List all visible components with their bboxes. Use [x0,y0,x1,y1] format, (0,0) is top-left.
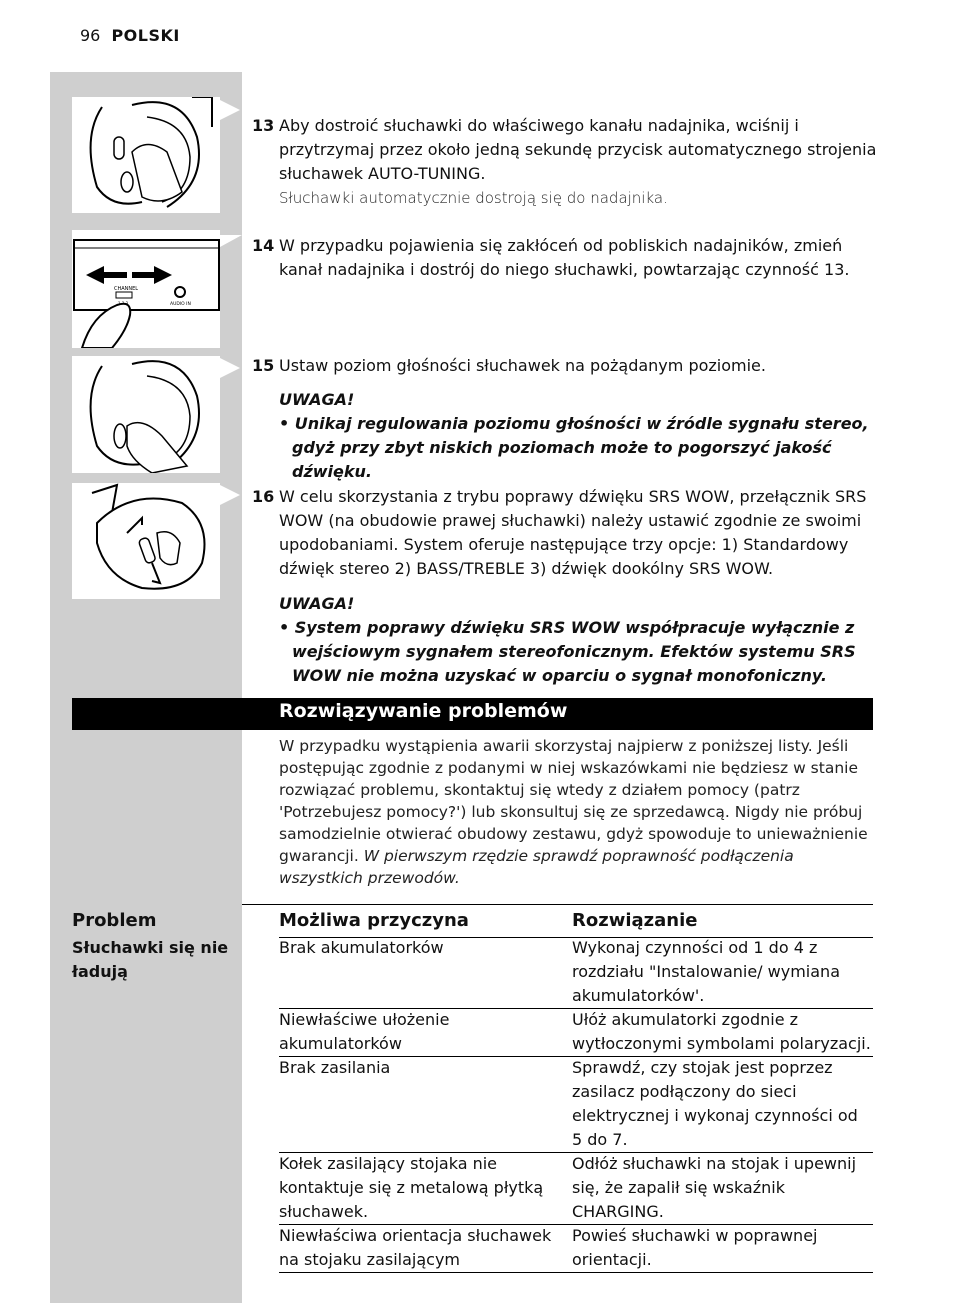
headphone-srs-icon [72,483,220,599]
page-header [80,26,180,45]
column-header-solution: Rozwiązanie [572,910,698,931]
illustration-auto-tuning [72,97,220,213]
problem-cell: Słuchawki się nie ładują [72,938,229,981]
cause-cell: Brak zasilania [279,1058,391,1077]
step-15 [252,354,877,378]
step-text: Aby dostroić słuchawki do właściwego kanału nadajnika, wciśnij i przytrzymaj przez około jedną sekundę przycisk automatycznego strojenia słuchawek AUTO-TUNING. [279,116,877,183]
table-bottom-rule [279,1272,873,1273]
intro-text: W przypadku wystąpienia awarii skorzystaj najpierw z poniższej listy. Jeśli postępując zgodnie z podanymi w niej wskazówkami nie będziesz w stanie rozwiązać problemu, skontaktuj się wtedy z działem pomocy (patrz 'Potrzebujesz pomocy?') lub skonsultuj się ze sprzedawcą. Nigdy nie próbuj samodzielnie otwierać obudowy zestawu, gdyż spowoduje to unieważnienie gwarancji. [279,737,868,865]
step-result: Słuchawki automatycznie dostroją się do nadajnika. [279,189,668,207]
cause-cell: Kołek zasilający stojaka nie kontaktuje się z metalową płytką słuchawek. [279,1154,544,1221]
section-title: Rozwiązywanie problemów [279,700,568,722]
warning-note-srs [279,592,879,688]
section-intro [279,735,874,889]
intro-italic-text: W pierwszym rzędzie sprawdź poprawność podłączenia wszystkich przewodów. [279,847,794,887]
pointer-notch [220,235,242,247]
page-number: 96 [80,26,101,45]
solution-cell: Odłóż słuchawki na stojak i upewnij się, że zapalił się wskaźnik CHARGING. [572,1154,857,1221]
section-header-bar [72,698,873,730]
step-number: 14 [252,236,275,255]
solution-cell: Ułóż akumulatorki zgodnie z wytłoczonymi symbolami polaryzacji. [572,1010,871,1053]
step-text: W przypadku pojawienia się zakłóceń od pobliskich nadajników, zmień kanał nadajnika i dostrój do niego słuchawki, powtarzając czynność 13. [279,236,850,279]
step-text: W celu skorzystania z trybu poprawy dźwięku SRS WOW, przełącznik SRS WOW (na obudowie prawej słuchawki) należy ustawić zgodnie ze swoimi upodobaniami. System oferuje następujące trzy opcje: 1) Standardowy dźwięk stereo 2) BASS/TREBLE 3) dźwięk dookólny SRS WOW. [279,487,867,578]
pointer-notch [220,100,240,120]
solution-cell: Powieś słuchawki w poprawnej orientacji. [572,1226,818,1269]
warning-note-volume [279,388,879,484]
language-label: POLSKI [111,26,180,45]
channel-label: CHANNEL [114,286,139,292]
illustration-volume [72,356,220,473]
note-text: • Unikaj regulowania poziomu głośności w źródle sygnału stereo, gdyż przy zbyt niskich poziomach może to pogorszyć jakość dźwięku. [279,414,869,481]
cause-cell: Niewłaściwe ułożenie akumulatorków [279,1010,450,1053]
step-number: 16 [252,487,275,506]
step-13 [252,114,877,210]
headphone-volume-icon [72,356,220,473]
note-label: UWAGA! [279,390,355,409]
headphone-earcup-icon [72,97,220,213]
audio-in-label: AUDIO IN [170,302,191,307]
column-header-cause: Możliwa przyczyna [279,910,469,931]
table-top-rule [242,904,873,905]
column-header-problem: Problem [72,910,157,931]
cause-cell: Brak akumulatorków [279,938,444,957]
cause-cell: Niewłaściwa orientacja słuchawek na stojaku zasilającym [279,1226,552,1269]
step-text: Ustaw poziom głośności słuchawek na pożądanym poziomie. [279,356,766,375]
note-text: • System poprawy dźwięku SRS WOW współpracuje wyłącznie z wejściowym sygnałem stereofonicznym. Efektów systemu SRS WOW nie można uzyskać w oparciu o sygnał monofoniczny. [279,618,856,685]
step-number: 15 [252,356,275,375]
pointer-notch [220,358,240,378]
illustration-srs-switch [72,483,220,599]
solution-cell: Sprawdź, czy stojak jest poprzez zasilacz podłączony do sieci elektrycznej i wykonaj czynności od 5 do 7. [572,1058,858,1149]
solution-cell: Wykonaj czynności od 1 do 4 z rozdziału "Instalowanie/ wymiana akumulatorków'. [572,938,840,1005]
pointer-notch [220,485,240,505]
step-16 [252,485,877,581]
step-number: 13 [252,116,275,135]
step-14 [252,234,877,282]
note-label: UWAGA! [279,594,355,613]
illustration-channel-switch [72,230,220,348]
transmitter-icon [72,230,220,348]
